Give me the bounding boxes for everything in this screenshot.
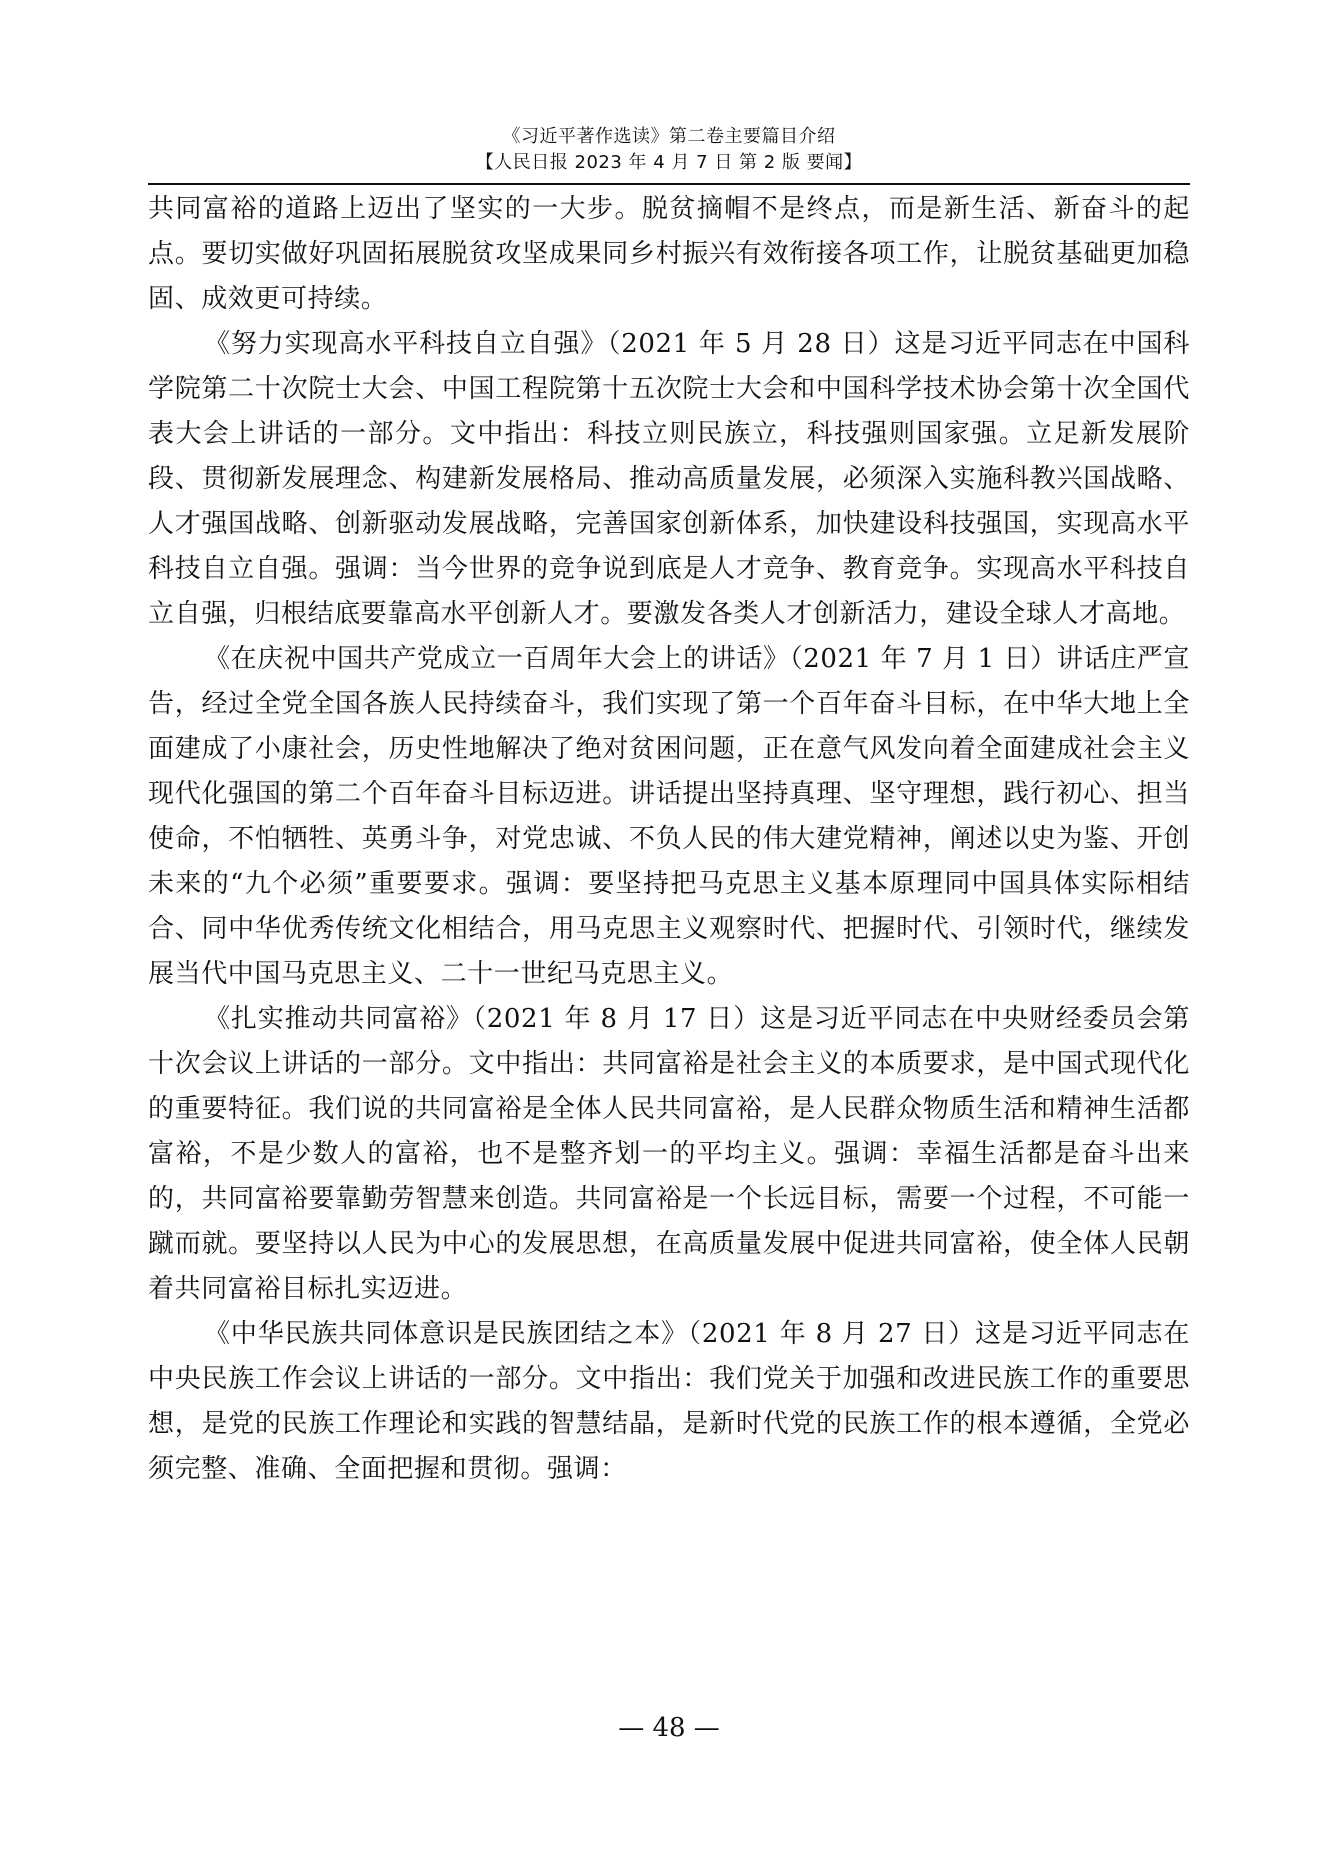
header-divider <box>148 183 1190 185</box>
header-title: 《习近平著作选读》第二卷主要篇目介绍 <box>502 126 836 147</box>
page-header <box>148 124 1190 176</box>
paragraph-national-unity: 《中华民族共同体意识是民族团结之本》（2021 年 8 月 27 日）这是习近平同志在中央民族工作会议上讲话的一部分。文中指出：我们党关于加强和改进民族工作的重要思想，是党的民族工作理论和实践的智慧结晶，是新时代党的民族工作的根本遵循，全党必须完整、准确、全面把握和贯彻。强调： <box>148 1319 1190 1484</box>
paragraph-centenary-speech: 《在庆祝中国共产党成立一百周年大会上的讲话》（2021 年 7 月 1 日）讲话庄严宣告，经过全党全国各族人民持续奋斗，我们实现了第一个百年奋斗目标，在中华大地上全面建成了小康社会，历史性地解决了绝对贫困问题，正在意气风发向着全面建成社会主义现代化强国的第二个百年奋斗目标迈进。讲话提出坚持真理、坚守理想，践行初心、担当使命，不怕牺牲、英勇斗争，对党忠诚、不负人民的伟大建党精神，阐述以史为鉴、开创未来的“九个必须”重要要求。强调：要坚持把马克思主义基本原理同中国具体实际相结合、同中华优秀传统文化相结合，用马克思主义观察时代、把握时代、引领时代，继续发展当代中国马克思主义、二十一世纪马克思主义。 <box>148 644 1190 989</box>
header-source: 【人民日报 2023 年 4 月 7 日 第 2 版 要闻】 <box>475 152 863 173</box>
page-number: — 48 — <box>618 1713 720 1743</box>
paragraph-continuation: 共同富裕的道路上迈出了坚实的一大步。脱贫摘帽不是终点，而是新生活、新奋斗的起点。要切实做好巩固拓展脱贫攻坚成果同乡村振兴有效衔接各项工作，让脱贫基础更加稳固、成效更可持续。 <box>148 194 1190 314</box>
paragraph-tech-self-reliance: 《努力实现高水平科技自立自强》（2021 年 5 月 28 日）这是习近平同志在中国科学院第二十次院士大会、中国工程院第十五次院士大会和中国科学技术协会第十次全国代表大会上讲话的一部分。文中指出：科技立则民族立，科技强则国家强。立足新发展阶段、贯彻新发展理念、构建新发展格局、推动高质量发展，必须深入实施科教兴国战略、人才强国战略、创新驱动发展战略，完善国家创新体系，加快建设科技强国，实现高水平科技自立自强。强调：当今世界的竞争说到底是人才竞争、教育竞争。实现高水平科技自立自强，归根结底要靠高水平创新人才。要激发各类人才创新活力，建设全球人才高地。 <box>148 329 1190 629</box>
article-body <box>148 187 1190 1492</box>
paragraph-common-prosperity: 《扎实推动共同富裕》（2021 年 8 月 17 日）这是习近平同志在中央财经委员会第十次会议上讲话的一部分。文中指出：共同富裕是社会主义的本质要求，是中国式现代化的重要特征。我们说的共同富裕是全体人民共同富裕，是人民群众物质生活和精神生活都富裕，不是少数人的富裕，也不是整齐划一的平均主义。强调：幸福生活都是奋斗出来的，共同富裕要靠勤劳智慧来创造。共同富裕是一个长远目标，需要一个过程，不可能一蹴而就。要坚持以人民为中心的发展思想，在高质量发展中促进共同富裕，使全体人民朝着共同富裕目标扎实迈进。 <box>148 1004 1190 1304</box>
